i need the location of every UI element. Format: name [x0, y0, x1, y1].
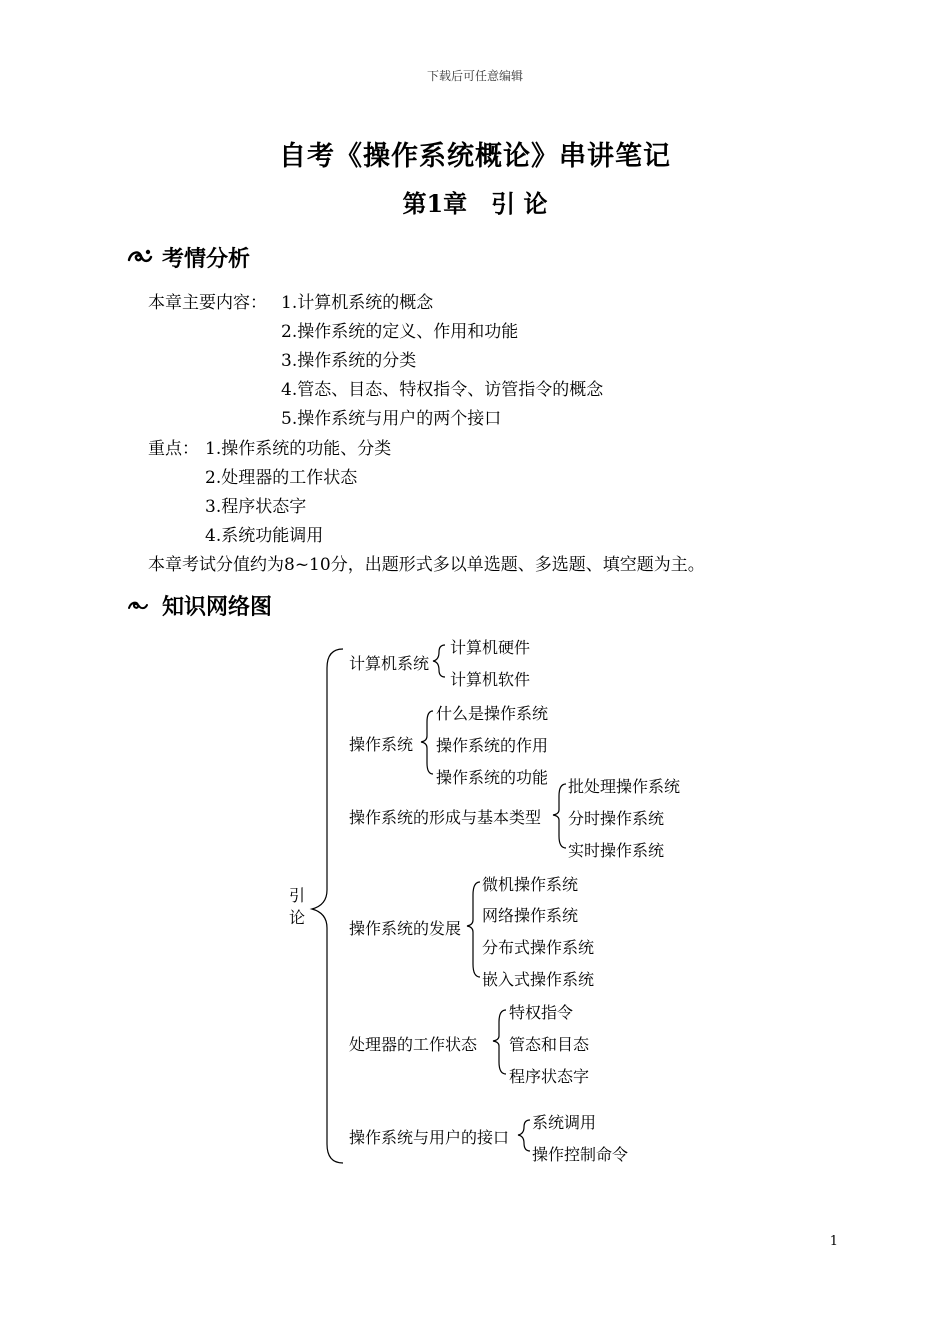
map-leaf: 实时操作系统 [568, 841, 665, 860]
content-item: 5.操作系统与用户的两个接口 [281, 409, 502, 429]
map-leaf: 嵌入式操作系统 [482, 970, 595, 989]
map-leaf: 管态和目态 [509, 1035, 590, 1054]
score-text: 本章考试分值约为8~10分，出题形式多以单选题、多选题、填空题为主。 [148, 555, 705, 575]
map-branch: 计算机系统 [349, 654, 430, 673]
map-leaf: 网络操作系统 [482, 906, 579, 925]
map-leaf: 微机操作系统 [482, 875, 579, 894]
map-leaf: 分布式操作系统 [482, 938, 595, 957]
map-leaf: 程序状态字 [509, 1067, 590, 1086]
map-leaf: 操作系统的作用 [436, 736, 549, 755]
content-item: 1.计算机系统的概念 [281, 293, 434, 313]
map-branch: 操作系统的形成与基本类型 [349, 808, 542, 827]
map-branch: 操作系统 [349, 735, 414, 754]
page-number: 1 [829, 1234, 838, 1249]
map-leaf: 特权指令 [509, 1003, 574, 1022]
content-item: 3.操作系统的分类 [281, 351, 417, 371]
map-leaf: 批处理操作系统 [568, 777, 681, 796]
key-item: 4.系统功能调用 [205, 526, 324, 546]
content-item: 2.操作系统的定义、作用和功能 [281, 322, 519, 342]
map-leaf: 系统调用 [532, 1113, 597, 1132]
section-heading-knowledge-map: 知识网络图 [162, 594, 273, 620]
key-item: 1.操作系统的功能、分类 [205, 439, 392, 459]
content-label: 本章主要内容： [148, 293, 267, 313]
chapter-heading: 第1章 引 论 [402, 189, 548, 218]
map-branch: 处理器的工作状态 [349, 1035, 478, 1054]
page-header: 下载后可任意编辑 [426, 69, 523, 83]
document-title: 自考《操作系统概论》串讲笔记 [279, 141, 671, 172]
key-label: 重点： [148, 439, 199, 459]
map-root: 引论 [289, 886, 306, 927]
content-item: 4.管态、目态、特权指令、访管指令的概念 [281, 380, 604, 400]
key-item: 2.处理器的工作状态 [205, 468, 358, 488]
map-branch: 操作系统与用户的接口 [349, 1128, 510, 1147]
map-leaf: 什么是操作系统 [436, 704, 549, 723]
map-leaf: 操作系统的功能 [436, 768, 549, 787]
map-leaf: 计算机硬件 [450, 638, 531, 657]
section-heading-exam-analysis: 考情分析 [162, 246, 251, 272]
map-leaf: 操作控制命令 [532, 1145, 629, 1164]
key-item: 3.程序状态字 [205, 497, 307, 517]
map-leaf: 计算机软件 [450, 670, 531, 689]
map-branch: 操作系统的发展 [349, 919, 462, 938]
map-leaf: 分时操作系统 [568, 809, 665, 828]
